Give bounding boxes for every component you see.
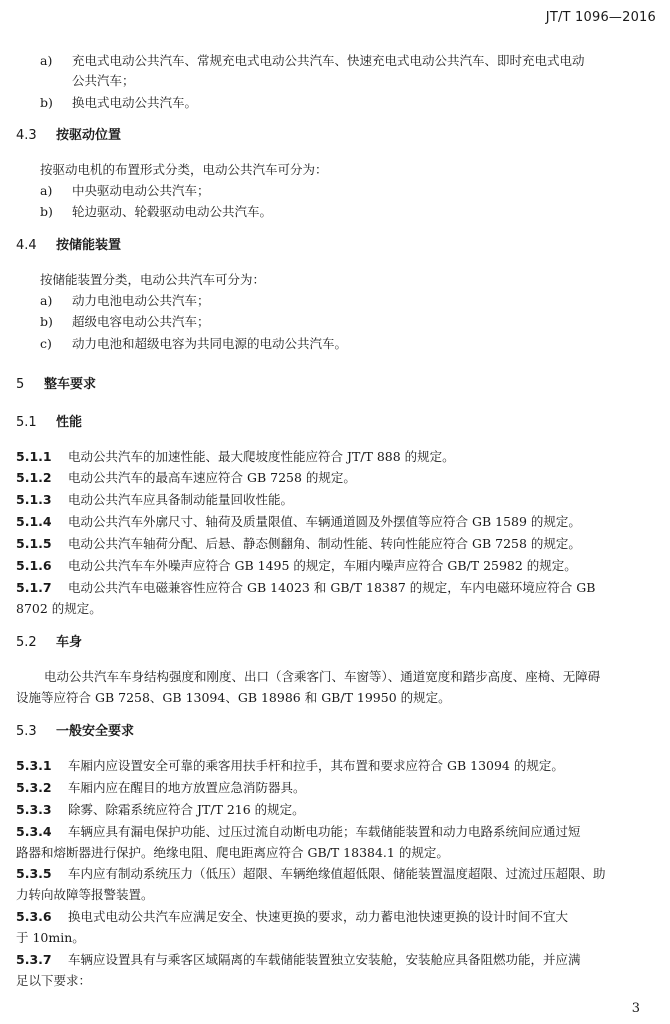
clause-5-3-1 — [16, 757, 564, 775]
clause-continuation: 路器和熔断器进行保护。绝缘电阻、爬电距离应符合 GB/T 18384.1 的规定。 — [16, 845, 449, 860]
clause-number: 5.3.2 — [16, 780, 52, 795]
clause-number: 5.3.5 — [16, 866, 52, 881]
list-item — [40, 335, 347, 353]
list-item-continuation: 公共汽车； — [72, 73, 135, 88]
clause-continuation: 于 10min。 — [16, 930, 85, 945]
list-item — [40, 52, 585, 70]
clause-number: 5.1.1 — [16, 449, 52, 464]
clause-number: 5.3.6 — [16, 909, 52, 924]
clause-number: 5.1.4 — [16, 514, 52, 529]
clause-text: 电动公共汽车车外噪声应符合 GB 1495 的规定，车厢内噪声应符合 GB/T 25982 的规定。 — [68, 558, 577, 573]
list-marker: a) — [40, 183, 53, 198]
clause-number: 5.1.7 — [16, 580, 52, 595]
section-number: 5 — [16, 377, 25, 392]
clause-5-3-2 — [16, 779, 306, 797]
list-text: 中央驱动电动公共汽车； — [72, 183, 210, 198]
clause-5-1-6 — [16, 557, 577, 575]
list-text: 换电式电动公共汽车。 — [72, 95, 198, 110]
section-number: 5.3 — [16, 724, 37, 739]
clause-5-1-5 — [16, 535, 581, 553]
clause-5-3-6 — [16, 908, 568, 926]
section-title: 整车要求 — [44, 377, 97, 392]
clause-5-1-7 — [16, 579, 595, 597]
section-title: 按储能装置 — [56, 238, 122, 253]
clause-text: 除雾、除霜系统应符合 JT/T 216 的规定。 — [68, 802, 305, 817]
clause-text: 车辆应具有漏电保护功能、过压过流自动断电功能；车载储能装置和动力电路系统间应通过短 — [68, 824, 581, 839]
section-title: 一般安全要求 — [56, 724, 135, 739]
list-text: 超级电容电动公共汽车； — [72, 314, 210, 329]
clause-text: 车辆应设置具有与乘客区域隔离的车载储能装置独立安装舱，安装舱应具备阻燃功能，并应满 — [68, 952, 581, 967]
clause-text: 电动公共汽车轴荷分配、后悬、静态侧翻角、制动性能、转向性能应符合 GB 7258 的规定。 — [68, 536, 581, 551]
clause-text: 电动公共汽车的最高车速应符合 GB 7258 的规定。 — [68, 470, 356, 485]
section-number: 4.3 — [16, 128, 37, 143]
paragraph: 按驱动电机的布置形式分类，电动公共汽车可分为： — [40, 162, 328, 177]
clause-continuation: 力转向故障等报警装置。 — [16, 887, 154, 902]
clause-number: 5.1.3 — [16, 492, 52, 507]
paragraph: 电动公共汽车车身结构强度和刚度、出口（含乘客门、车窗等）、通道宽度和踏步高度、座椅、无障碍 — [44, 669, 601, 684]
clause-continuation: 8702 的规定。 — [16, 601, 102, 616]
page-number: 3 — [631, 1001, 640, 1016]
list-item — [40, 94, 197, 112]
clause-5-3-7 — [16, 951, 581, 969]
section-title: 按驱动位置 — [56, 128, 122, 143]
list-marker: b) — [40, 204, 53, 219]
list-marker: a) — [40, 293, 53, 308]
list-marker: a) — [40, 53, 53, 68]
clause-5-1-1 — [16, 448, 455, 466]
standard-code-header: JT/T 1096—2016 — [545, 10, 656, 25]
clause-text: 电动公共汽车应具备制动能量回收性能。 — [68, 492, 294, 507]
section-heading-4-3 — [16, 127, 121, 145]
clause-number: 5.1.6 — [16, 558, 52, 573]
list-text: 轮边驱动、轮毂驱动电动公共汽车。 — [72, 204, 273, 219]
clause-5-1-2 — [16, 469, 356, 487]
clause-text: 电动公共汽车电磁兼容性应符合 GB 14023 和 GB/T 18387 的规定，车内电磁环境应符合 GB — [68, 580, 596, 595]
clause-continuation: 足以下要求： — [16, 973, 92, 988]
clause-number: 5.3.1 — [16, 758, 52, 773]
clause-number: 5.3.7 — [16, 952, 52, 967]
list-item — [40, 292, 210, 310]
section-heading-5-3 — [16, 723, 134, 741]
clause-text: 电动公共汽车外廓尺寸、轴荷及质量限值、车辆通道圆及外摆值等应符合 GB 1589 的规定。 — [68, 514, 581, 529]
clause-5-3-3 — [16, 801, 305, 819]
clause-text: 换电式电动公共汽车应满足安全、快速更换的要求，动力蓄电池快速更换的设计时间不宜大 — [68, 909, 569, 924]
clause-number: 5.1.2 — [16, 470, 52, 485]
clause-5-3-4 — [16, 823, 581, 841]
section-title: 车身 — [56, 635, 83, 650]
clause-number: 5.3.4 — [16, 824, 52, 839]
list-text: 动力电池电动公共汽车； — [72, 293, 210, 308]
section-heading-5-2 — [16, 634, 82, 652]
list-item — [40, 313, 210, 331]
section-heading-4-4 — [16, 237, 121, 255]
clause-5-3-5 — [16, 865, 606, 883]
section-heading-5-1 — [16, 414, 82, 432]
clause-text: 车厢内应在醒目的地方放置应急消防器具。 — [68, 780, 306, 795]
list-item — [40, 203, 272, 221]
section-number: 4.4 — [16, 238, 37, 253]
clause-5-1-4 — [16, 513, 581, 531]
clause-text: 电动公共汽车的加速性能、最大爬坡度性能应符合 JT/T 888 的规定。 — [68, 449, 455, 464]
list-marker: b) — [40, 95, 53, 110]
section-number: 5.2 — [16, 635, 37, 650]
section-heading-5 — [16, 376, 96, 394]
clause-text: 车厢内应设置安全可靠的乘客用扶手杆和拉手，其布置和要求应符合 GB 13094 的规定。 — [68, 758, 564, 773]
section-number: 5.1 — [16, 415, 37, 430]
clause-number: 5.1.5 — [16, 536, 52, 551]
list-marker: b) — [40, 314, 53, 329]
paragraph: 按储能装置分类，电动公共汽车可分为： — [40, 272, 266, 287]
clause-text: 车内应有制动系统压力（低压）超限、车辆绝缘值超低限、储能装置温度超限、过流过压超限、助 — [68, 866, 606, 881]
list-marker: c) — [40, 336, 52, 351]
list-text: 动力电池和超级电容为共同电源的电动公共汽车。 — [72, 336, 348, 351]
paragraph-continuation: 设施等应符合 GB 7258、GB 13094、GB 18986 和 GB/T 19950 的规定。 — [16, 690, 451, 705]
clause-5-1-3 — [16, 491, 293, 509]
clause-number: 5.3.3 — [16, 802, 52, 817]
section-title: 性能 — [56, 415, 83, 430]
list-item — [40, 182, 210, 200]
list-text: 充电式电动公共汽车、常规充电式电动公共汽车、快速充电式电动公共汽车、即时充电式电动 — [72, 53, 585, 68]
